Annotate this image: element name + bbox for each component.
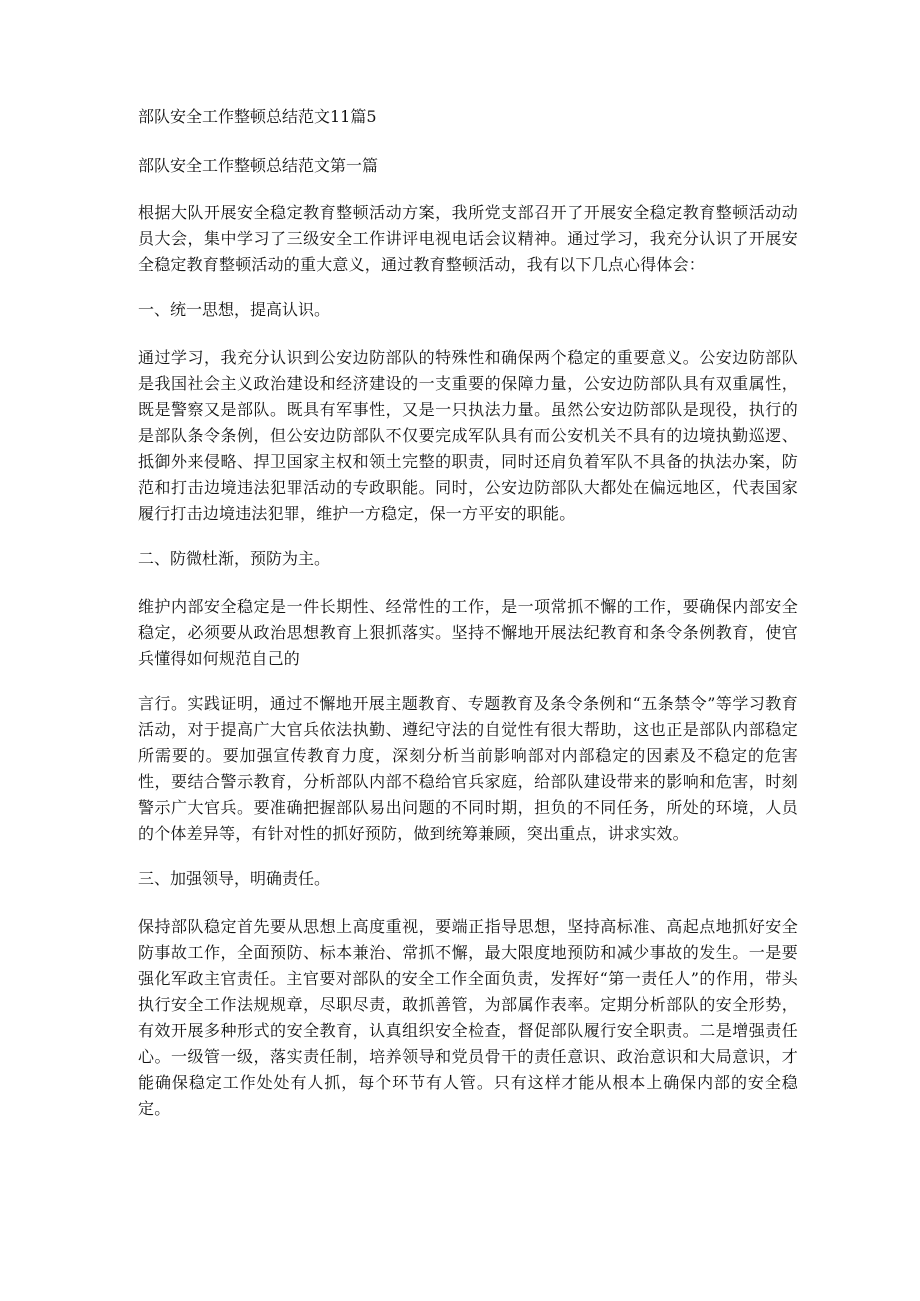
heading-3: 三、加强领导，明确责任。 — [138, 869, 331, 888]
paragraph-2b: 言行。实践证明，通过不懈地开展主题教育、专题教育及条令条例和“五条禁令”等学习教育活动，对于提高广大官兵依法执勤、遵纪守法的自觉性有很大帮助，这也正是部队内部稳定所需要的。要加强宣传教育力度，深刻分析当前影响部对内部稳定的因素及不稳定的危害性，要结合警示教育，分析部队内部不稳给官兵家庭，给部队建设带来的影响和危害，时刻警示广大官兵。要准确把握部队易出问题的不同时期，担负的不同任务，所处的环境，人员的个体差异等，有针对性的抓好预防，做到统筹兼顾，突出重点，讲求实效。 — [138, 694, 798, 843]
heading-1: 一、统一思想，提高认识。 — [138, 300, 331, 319]
heading-2: 二、防微杜渐，预防为主。 — [138, 549, 331, 568]
paragraph-3: 保持部队稳定首先要从思想上高度重视，要端正指导思想，坚持高标准、高起点地抓好安全防事故工作，全面预防、标本兼治、常抓不懈，最大限度地预防和减少事故的发生。一是要强化军政主官责任。主官要对部队的安全工作全面负责，发挥好“第一责任人”的作用，带头执行安全工作法规规章，尽职尽责，敢抓善管，为部属作表率。定期分析部队的安全形势，有效开展多种形式的安全教育，认真组织安全检查，督促部队履行安全职责。二是增强责任心。一级管一级，落实责任制，培养领导和党员骨干的责任意识、政治意识和大局意识，才能确保稳定工作处处有人抓，每个环节有人管。只有这样才能从根本上确保内部的安全稳定。 — [138, 917, 798, 1118]
section-title: 部队安全工作整顿总结范文第一篇 — [138, 156, 379, 175]
paragraph-2a: 维护内部安全稳定是一件长期性、经常性的工作，是一项常抓不懈的工作，要确保内部安全稳定，必须要从政治思想教育上狠抓落实。坚持不懈地开展法纪教育和条令条例教育，使官兵懂得如何规范自己的 — [138, 597, 798, 668]
document-page — [138, 104, 798, 1141]
paragraph-1: 通过学习，我充分认识到公安边防部队的特殊性和确保两个稳定的重要意义。公安边防部队是我国社会主义政治建设和经济建设的一支重要的保障力量，公安边防部队具有双重属性，既是警察又是部队。既具有军事性，又是一只执法力量。虽然公安边防部队是现役，执行的是部队条令条例，但公安边防部队不仅要完成军队具有而公安机关不具有的边境执勤巡逻、抵御外来侵略、捍卫国家主权和领土完整的职责，同时还肩负着军队不具备的执法办案，防范和打击边境违法犯罪活动的专政职能。同时，公安边防部队大都处在偏远地区，代表国家履行打击边境违法犯罪，维护一方稳定，保一方平安的职能。 — [138, 348, 798, 523]
document-title: 部队安全工作整顿总结范文11篇5 — [138, 107, 377, 126]
paragraph-intro: 根据大队开展安全稳定教育整顿活动方案，我所党支部召开了开展安全稳定教育整顿活动动员大会，集中学习了三级安全工作讲评电视电话会议精神。通过学习，我充分认识了开展安全稳定教育整顿活动的重大意义，通过教育整顿活动，我有以下几点心得体会： — [138, 203, 798, 274]
